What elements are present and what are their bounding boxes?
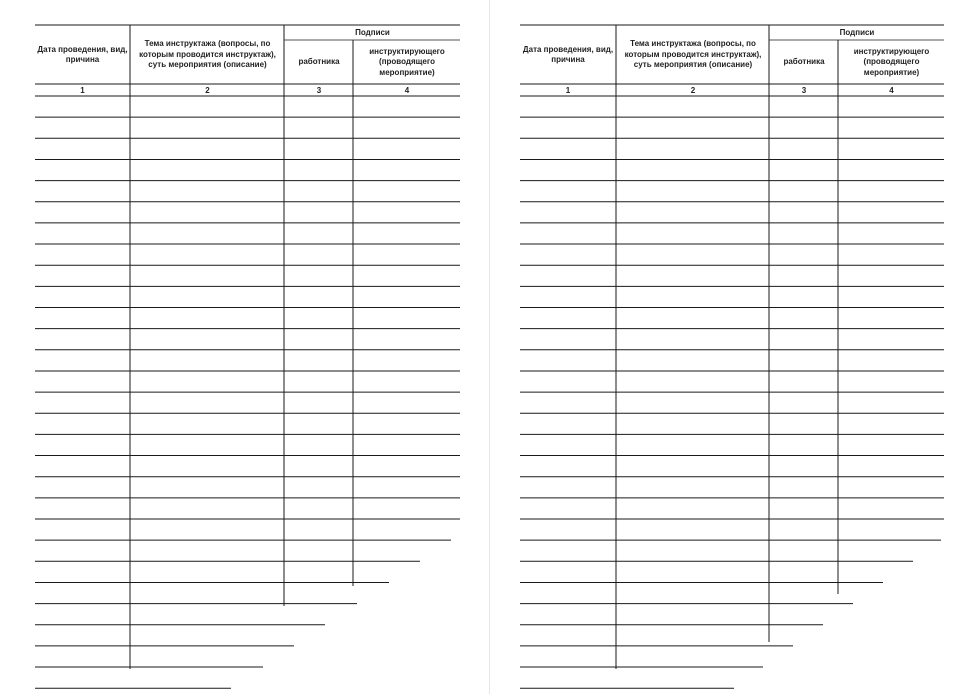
column-header-date: Дата проведения, вид, причина xyxy=(522,44,614,64)
column-number-4: 4 xyxy=(404,86,410,95)
column-number-3: 3 xyxy=(316,86,322,95)
column-number-1: 1 xyxy=(80,86,85,95)
journal-page-left xyxy=(0,0,489,694)
column-header-instructor: инструктирующего (проводящего мероприятие) xyxy=(853,46,930,77)
column-header-worker: работника xyxy=(298,57,340,67)
column-number-2: 2 xyxy=(205,86,210,95)
journal-table-grid xyxy=(490,0,979,694)
journal-table-grid xyxy=(0,0,489,694)
column-number-3: 3 xyxy=(801,86,807,95)
column-number-4: 4 xyxy=(889,86,894,95)
column-header-signatures: Подписи xyxy=(355,27,390,37)
column-header-topic: Тема инструктажа (вопросы, по которым проводится инструктаж), суть мероприятия (описание) xyxy=(139,39,276,70)
column-header-signatures: Подписи xyxy=(839,27,875,37)
column-header-topic: Тема инструктажа (вопросы, по которым проводится инструктаж), суть мероприятия (описание) xyxy=(624,39,762,70)
column-header-instructor: инструктирующего (проводящего мероприятие) xyxy=(369,46,445,77)
column-header-worker: работника xyxy=(783,57,825,67)
journal-page-right xyxy=(490,0,979,694)
column-number-1: 1 xyxy=(565,86,571,95)
column-number-2: 2 xyxy=(690,86,696,95)
column-header-date: Дата проведения, вид, причина xyxy=(37,44,128,64)
